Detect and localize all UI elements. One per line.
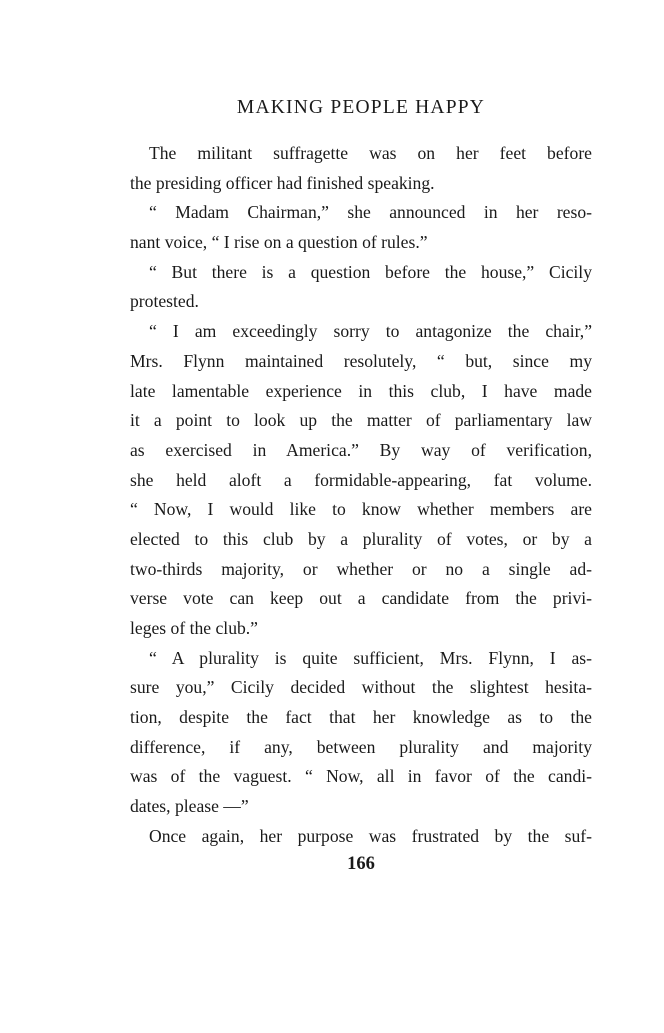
text-line: difference, if any, between plurality and majority xyxy=(130,736,592,757)
text-line: tion, despite the fact that her knowledge as to the xyxy=(130,707,592,728)
text-line: it a point to look up the matter of parliamentary law xyxy=(130,410,592,431)
text-line: as exercised in America.” By way of verification, xyxy=(130,439,592,460)
text-line: sure you,” Cicily decided without the slightest hesita- xyxy=(130,677,592,698)
text-line: “ Now, I would like to know whether members are xyxy=(130,499,592,520)
text-line: Once again, her purpose was frustrated by the suf- xyxy=(149,825,592,846)
text-line: two-thirds majority, or whether or no a single ad- xyxy=(130,558,592,579)
text-line: the presiding officer had finished speaking. xyxy=(130,172,435,193)
text-line: “ A plurality is quite sufficient, Mrs. Flynn, I as- xyxy=(149,647,592,668)
text-line: “ Madam Chairman,” she announced in her reso- xyxy=(149,202,592,223)
text-line: was of the vaguest. “ Now, all in favor of the candi- xyxy=(130,766,592,787)
text-line: verse vote can keep out a candidate from the privi- xyxy=(130,588,592,609)
text-line: “ I am exceedingly sorry to antagonize the chair,” xyxy=(149,321,592,342)
text-line: protested. xyxy=(130,291,199,312)
text-line: nant voice, “ I rise on a question of rules.” xyxy=(130,232,428,253)
text-line: dates, please —” xyxy=(130,796,249,817)
text-line: she held aloft a formidable-appearing, fat volume. xyxy=(130,469,592,490)
body-text xyxy=(130,139,592,852)
text-line: leges of the club.” xyxy=(130,618,258,638)
text-line: elected to this club by a plurality of votes, or by a xyxy=(130,528,592,549)
page-number: 166 xyxy=(347,853,375,874)
book-page xyxy=(130,96,592,876)
running-head: MAKING PEOPLE HAPPY xyxy=(236,97,486,118)
text-line: “ But there is a question before the house,” Cicily xyxy=(149,261,592,282)
text-line: Mrs. Flynn maintained resolutely, “ but, since my xyxy=(130,350,592,371)
text-line: late lamentable experience in this club, I have made xyxy=(130,380,592,401)
text-line: The militant suffragette was on her feet before xyxy=(149,143,592,163)
